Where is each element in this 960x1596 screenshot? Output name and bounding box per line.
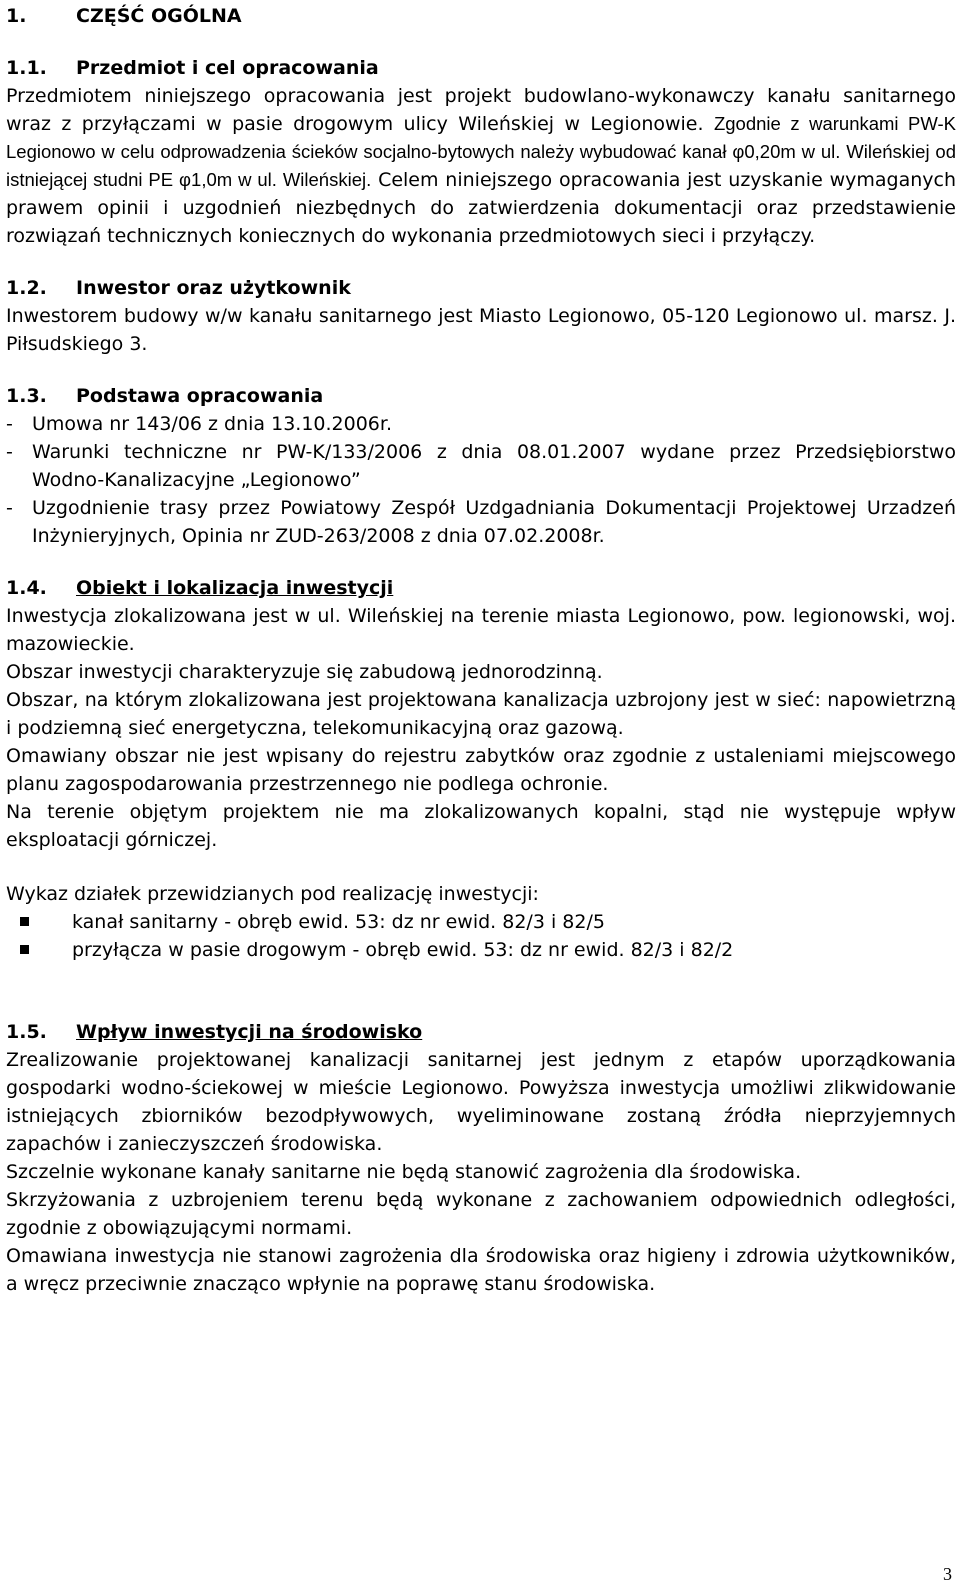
section-1-3: [6, 382, 956, 550]
plots-list: [6, 908, 956, 964]
section-title: Inwestor oraz użytkownik: [76, 277, 351, 299]
list-item: [6, 936, 956, 964]
section-1-2: [6, 274, 956, 358]
section-1-4: [6, 574, 956, 964]
chapter-title: CZĘŚĆ OGÓLNA: [76, 5, 242, 27]
paragraph-text: Zgodnie z warunkami PW-K Legionowo w celu odprowadzenia ścieków socjalno-bytowych należy wybudować kanał φ0,20m w ul. Wileńskiej od istniejącej studni PE φ1,0m w ul. Wileńskiej.: [6, 113, 957, 190]
section-heading: [6, 54, 956, 82]
section-title: Przedmiot i cel opracowania: [76, 57, 379, 79]
paragraph: Zrealizowanie projektowanej kanalizacji sanitarnej jest jednym z etapów uporządkowania gospodarki wodno-ściekowej w mieście Legionowo. Powyższa inwestycja umożliwi zlikwidowanie istniejących zbiorników bezodpływowych, wyeliminowane zostaną źródła nieprzyjemnych zapachów i zanieczyszczeń środowiska.: [6, 1049, 956, 1155]
paragraph: Skrzyżowania z uzbrojeniem terenu będą wykonane z zachowaniem odpowiednich odległości, zgodnie z obowiązującymi normami.: [6, 1189, 956, 1239]
section-1-1: [6, 54, 956, 250]
chapter-number: 1.: [6, 5, 27, 27]
paragraph-text: Przedmiotem niniejszego opracowania jest projekt budowlano-wykonawczy kanału sanitarnego wraz z przyłączami w pasie drogowym ulicy Wileńskiej w Legionowie.: [6, 85, 956, 135]
section-number: 1.1.: [6, 57, 47, 79]
section-heading: [6, 382, 956, 410]
paragraph: Inwestorem budowy w/w kanału sanitarnego jest Miasto Legionowo, 05-120 Legionowo ul. marsz. J. Piłsudskiego 3.: [6, 305, 956, 355]
section-number: 1.3.: [6, 385, 47, 407]
list-item: [6, 438, 956, 494]
paragraph-text: Celem niniejszego opracowania jest uzyskanie wymaganych prawem opinii i uzgodnień niezbędnych do zatwierdzenia dokumentacji oraz przedstawienie rozwiązań technicznych koniecznych do wykonania przedmiotowych sieci i przyłączy.: [6, 169, 957, 247]
paragraph: Na terenie objętym projektem nie ma zlokalizowanych kopalni, stąd nie występuje wpływ eksploatacji górniczej.: [6, 801, 956, 851]
section-title: Podstawa opracowania: [76, 385, 324, 407]
dash-marker: -: [6, 413, 13, 435]
section-number: 1.5.: [6, 1021, 47, 1043]
square-bullet-icon: [20, 917, 29, 926]
paragraph: Szczelnie wykonane kanały sanitarne nie będą stanowić zagrożenia dla środowiska.: [6, 1161, 802, 1183]
section-heading: [6, 274, 956, 302]
dash-marker: -: [6, 497, 13, 519]
document-page: [6, 0, 956, 1298]
basis-list: [6, 410, 956, 550]
list-item-text: Uzgodnienie trasy przez Powiatowy Zespół Uzdgadniania Dokumentacji Projektowej Urzadzeń Inżynieryjnych, Opinia nr ZUD-263/2008 z dnia 07.02.2008r.: [32, 497, 956, 547]
page-number: 3: [943, 1564, 952, 1584]
list-item-text: kanał sanitarny - obręb ewid. 53: dz nr ewid. 82/3 i 82/5: [72, 911, 605, 933]
list-item: [6, 410, 956, 438]
section-title: Wpływ inwestycji na środowisko: [76, 1021, 423, 1043]
paragraph: Obszar, na którym zlokalizowana jest projektowana kanalizacja uzbrojony jest w sieć: napowietrzną i podziemną sieć energetyczna, telekomunikacyjną oraz gazową.: [6, 689, 956, 739]
list-item: [6, 494, 956, 550]
section-heading: [6, 1018, 956, 1046]
list-item-text: przyłącza w pasie drogowym - obręb ewid. 53: dz nr ewid. 82/3 i 82/2: [72, 939, 734, 961]
list-item-text: Warunki techniczne nr PW-K/133/2006 z dnia 08.01.2007 wydane przez Przedsiębiorstwo Wodno-Kanalizacyjne „Legionowo”: [32, 441, 956, 491]
plots-list-title: Wykaz działek przewidzianych pod realizację inwestycji:: [6, 883, 539, 905]
dash-marker: -: [6, 441, 13, 463]
paragraph: Omawiana inwestycja nie stanowi zagrożenia dla środowiska oraz higieny i zdrowia użytkowników, a wręcz przeciwnie znacząco wpłynie na poprawę stanu środowiska.: [6, 1245, 956, 1295]
section-number: 1.4.: [6, 577, 47, 599]
section-heading: [6, 574, 956, 602]
chapter-heading: [6, 2, 956, 30]
list-item: [6, 908, 956, 936]
paragraph: Inwestycja zlokalizowana jest w ul. Wileńskiej na terenie miasta Legionowo, pow. legionowski, woj. mazowieckie.: [6, 605, 956, 655]
paragraph: [6, 82, 956, 250]
section-1-5: [6, 1018, 956, 1298]
section-title: Obiekt i lokalizacja inwestycji: [76, 577, 394, 599]
paragraph: Obszar inwestycji charakteryzuje się zabudową jednorodzinną.: [6, 661, 603, 683]
paragraph: Omawiany obszar nie jest wpisany do rejestru zabytków oraz zgodnie z ustaleniami miejscowego planu zagospodarowania przestrzennego nie podlega ochronie.: [6, 745, 956, 795]
list-item-text: Umowa nr 143/06 z dnia 13.10.2006r.: [32, 413, 393, 435]
section-number: 1.2.: [6, 277, 47, 299]
square-bullet-icon: [20, 945, 29, 954]
